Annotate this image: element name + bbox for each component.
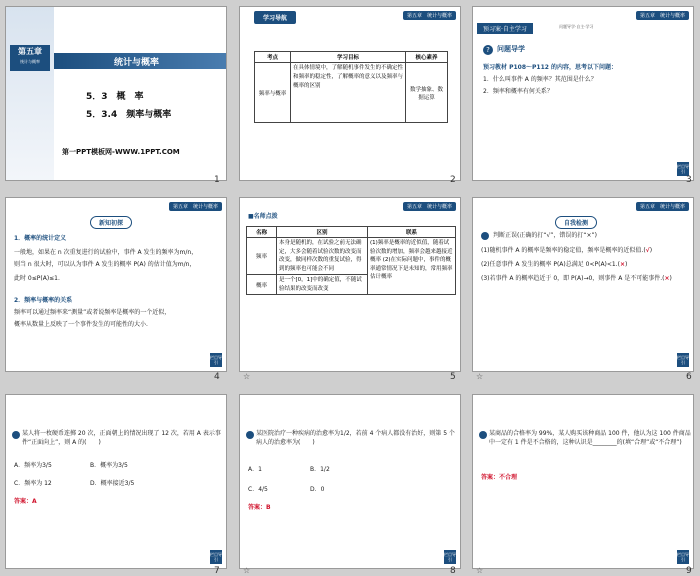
para-4: 频率可以通过频率来“测量”或者说频率是概率的一个近似，: [14, 309, 171, 316]
q-icon: [12, 431, 20, 439]
back-button[interactable]: 栏目导引: [677, 355, 689, 365]
r2-name: 概率: [247, 275, 277, 295]
back-button[interactable]: 栏目导引: [677, 164, 689, 174]
line-3: (3)若事件 A 的概率趋近于 0，即 P(A)→0，则事件 A 是不可能事件.(×): [481, 275, 672, 282]
chapter-tag: 第五章 统计与概率: [636, 11, 689, 20]
slide-number-3: 3: [686, 175, 692, 185]
option-c[interactable]: C．频率为 12: [14, 480, 52, 487]
heading-1: 1．概率的统计定义: [14, 235, 67, 242]
row-core: 数学抽象、数据运算: [406, 63, 448, 123]
para-5: 概率从数量上反映了一个事件发生的可能性的大小.: [14, 321, 148, 328]
star-icon: ☆: [243, 372, 251, 381]
answer-text: 答案：A: [14, 498, 37, 505]
back-button[interactable]: 栏目导引: [444, 552, 456, 562]
slide-5[interactable]: [239, 197, 461, 372]
answer-2: ×: [619, 261, 626, 268]
slide-number-4: 4: [214, 372, 220, 382]
option-b[interactable]: B．概率为3/5: [90, 462, 128, 469]
site-text: 第一PPT模板网-WWW.1PPT.COM: [62, 148, 180, 156]
th-link: 联系: [368, 227, 456, 238]
q-icon: ?: [483, 45, 493, 55]
chapter-tag: 第五章 统计与概率: [636, 202, 689, 211]
option-a[interactable]: A．频率为3/5: [14, 462, 52, 469]
intro-text: 判断正误(正确的打“√”，错误的打“×”): [493, 232, 597, 239]
back-button[interactable]: 栏目导引: [210, 355, 222, 365]
q-icon: [479, 431, 487, 439]
row-goal: 在具体情境中，了解随机事件发生的不确定性和频率的稳定性，了解概率的意义以及频率与概率的区别: [291, 63, 406, 123]
line-3-text: (3)若事件 A 的概率趋近于 0，即 P(A)→0，则事件 A 是不可能事件.: [481, 275, 663, 282]
back-button[interactable]: 栏目导引: [677, 552, 689, 562]
option-c[interactable]: C．4/5: [248, 486, 268, 493]
slide-7[interactable]: [5, 394, 227, 569]
slide-4[interactable]: [5, 197, 227, 372]
answer-1: √: [645, 247, 650, 254]
slide-number-2: 2: [450, 175, 456, 185]
th-diff: 区别: [277, 227, 368, 238]
slide-number-7: 7: [214, 566, 220, 576]
para-2: 则当 n 很大时，可以认为事件 A 发生的概率 P(A) 的估计值为m/n，: [14, 261, 196, 268]
question-text: 某人将一枚硬币连掷 20 次，正面朝上的情况出现了 12 次，若用 A 表示事件“正面向上”，则 A 的( ): [22, 430, 221, 446]
th-core: 核心素养: [406, 52, 448, 63]
title-banner: [54, 53, 227, 69]
line-2: (2)任意事件 A 发生的概率 P(A)总满足 0<P(A)<1.(×): [481, 261, 628, 268]
question-text: 某医院治疗一种疾病的治愈率为1/2，若前 4 个病人都没有治好，则第 5 个病人的治愈率为( ): [256, 430, 455, 446]
line-1-text: (1)随机事件 A 的概率是频率的稳定值，频率是概率的近似值.: [481, 247, 644, 254]
intro-text: 预习教材 P108～P112 的内容，思考以下问题：: [483, 64, 618, 71]
compare-table: [246, 226, 456, 295]
self-check-pill: 自我检测: [555, 216, 597, 229]
r1-name: 频率: [247, 238, 277, 275]
option-b[interactable]: B．1/2: [310, 466, 330, 473]
slide-number-9: 9: [686, 566, 692, 576]
section-title: 5．3 概 率: [86, 92, 144, 102]
r2-diff: 是一个[0，1]中的确定值，不随试验结果的改变而改变: [277, 275, 368, 295]
q-icon: [246, 431, 254, 439]
star-icon: ☆: [476, 566, 484, 575]
option-d[interactable]: D．概率接近3/5: [90, 480, 135, 487]
goals-table: [254, 51, 448, 123]
chapter-tag: 第五章 统计与概率: [403, 202, 456, 211]
slide-1-left-bar: [6, 7, 54, 181]
back-button[interactable]: 栏目导引: [210, 552, 222, 562]
slide-1[interactable]: [5, 6, 227, 181]
chapter-tag: 第五章 统计与概率: [403, 11, 456, 20]
star-icon: ☆: [243, 566, 251, 575]
head-sub: 问题导学·自主·学习: [559, 24, 594, 29]
head-tab: 预习案·自主学习: [477, 23, 533, 34]
slide-number-6: 6: [686, 372, 692, 382]
judge-icon: [481, 232, 489, 240]
th-goal: 学习目标: [291, 52, 406, 63]
row-label: 频率与概率: [255, 63, 291, 123]
question-2: 2．频率和概率有何关系？: [483, 88, 553, 95]
line-2-text: (2)任意事件 A 发生的概率 P(A)总满足 0<P(A)<1.: [481, 261, 618, 268]
slide-title: 统计与概率: [114, 58, 160, 68]
option-a[interactable]: A．1: [248, 466, 262, 473]
slide-number-1: 1: [214, 175, 220, 185]
learning-nav-pill: 学习导航: [254, 11, 296, 24]
new-knowledge-pill: 新知初探: [90, 216, 132, 229]
line-1: (1)随机事件 A 的概率是频率的稳定值，频率是概率的近似值.(√): [481, 247, 653, 254]
slide-number-8: 8: [450, 566, 456, 576]
tips-title: ■名师点拨: [248, 213, 278, 220]
subsection-title: 5．3.4 频率与概率: [86, 110, 172, 120]
question-1: 1．什么叫事件 A 的频率？其范围是什么？: [483, 76, 597, 83]
answer-text: 答案：B: [248, 504, 271, 511]
option-d[interactable]: D．0: [310, 486, 325, 493]
chapter-badge: 第五章 统计与概率: [10, 45, 50, 71]
slide-2[interactable]: [239, 6, 461, 181]
r1-diff: 本身是随机的，在试验之前无法确定，大多会随着试验次数的改变而改变，做同样次数的重复试验，得到的频率也可能会不同: [277, 238, 368, 275]
para-3: 此时 0≤P(A)≤1.: [14, 275, 60, 282]
th-kaodian: 考点: [255, 52, 291, 63]
slide-9[interactable]: [472, 394, 694, 569]
heading-2: 2．频率与概率的关系: [14, 297, 73, 304]
slide-3[interactable]: [472, 6, 694, 181]
para-1: 一般地，如果在 n 次重复进行的试验中，事件 A 发生的频率为m/n，: [14, 249, 198, 256]
chapter-tag: 第五章 统计与概率: [169, 202, 222, 211]
q-title: 问题导学: [497, 45, 525, 53]
th-name: 名称: [247, 227, 277, 238]
slide-8[interactable]: [239, 394, 461, 569]
question-text: 某商品的合格率为 99%，某人购买该种商品 100 件，他认为这 100 件商品中一定有 1 件是不合格的，这种认识是________的(填“合理”或“不合理”): [489, 430, 691, 446]
slide-number-5: 5: [450, 372, 456, 382]
slide-6[interactable]: [472, 197, 694, 372]
star-icon: ☆: [476, 372, 484, 381]
answer-text: 答案：不合理: [481, 474, 518, 481]
answer-3: ×: [664, 275, 670, 282]
link-cell: (1)频率是概率的近似值，随着试验次数的增加，频率会越来越接近概率 (2)在实际问题中，事件的概率通常情况下是未知的，常用频率估计概率: [368, 238, 456, 295]
